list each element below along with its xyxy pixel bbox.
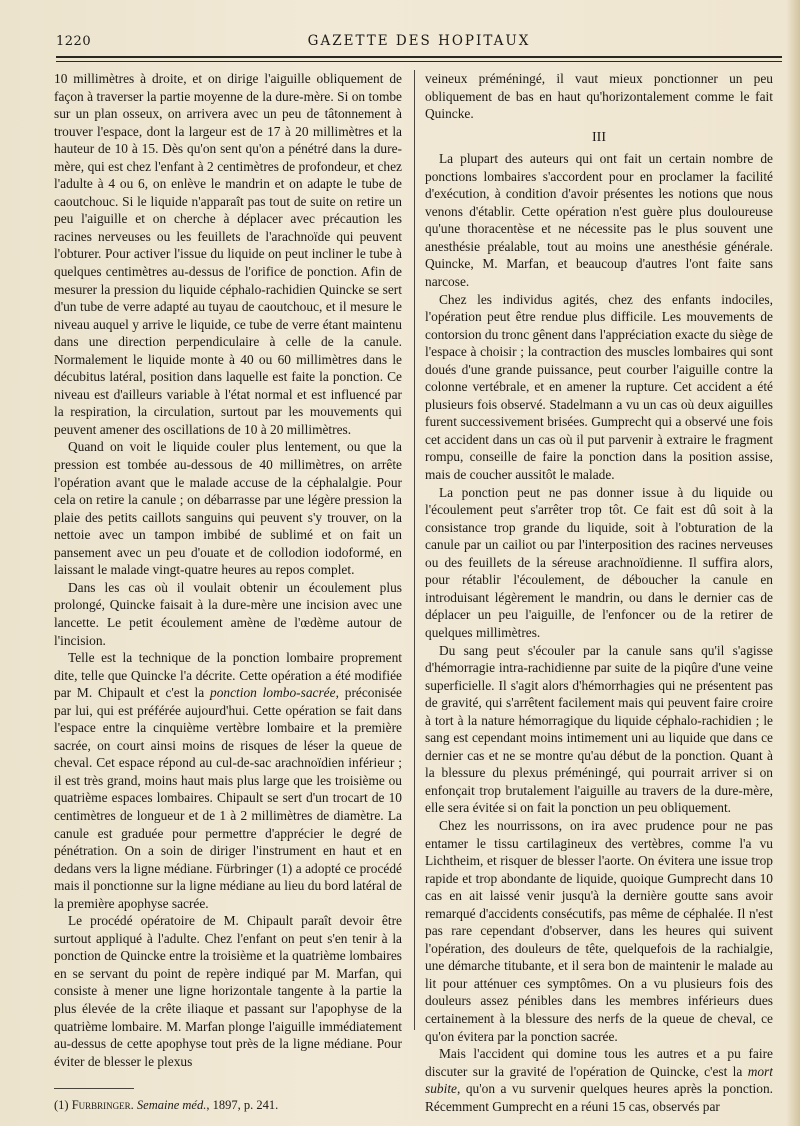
paragraph-text: Telle est la technique de la ponction lombaire proprement dite, telle que Quincke l'a décrite. Cette opération a été modifiée par M. Chipault et c'est la <box>54 650 402 701</box>
footnote-author: Furbringer. <box>71 1098 134 1113</box>
paragraph-text: Mais l'accident qui domine tous les autres et a pu faire discuter sur la gravité de l'opération de Quincke, c'est la <box>425 1046 773 1079</box>
footnote-rest: , 1897, p. 241. <box>206 1098 279 1113</box>
right-column <box>425 70 773 1120</box>
footnote-rule <box>54 1088 134 1089</box>
paragraph: veineux préméningé, il vaut mieux ponctionner un peu obliquement de bas en haut qu'horizontalement comme le fait Quincke. <box>425 71 773 122</box>
paragraph <box>425 1045 773 1115</box>
paragraph: Le procédé opératoire de M. Chipault paraît devoir être surtout appliqué à l'adulte. Chez l'enfant on peut s'en tenir à la ponction de Quincke entre la troisième et la quatrième lombaires en se servant du point de repère indiqué par M. Marfan, qui consiste à mener une ligne horizontale tangente à la partie la plus élevée de la crête iliaque et passant sur l'apophyse de la quatrième lombaire. M. Marfan plonge l'aiguille immédiatement au-dessus de cette apophyse tout près de la ligne médiane. Pour éviter de blesser le plexus <box>54 913 402 1069</box>
footnote-number: (1) <box>54 1098 72 1113</box>
page-edge-stain <box>786 0 800 1126</box>
italic-term: mort subite <box>425 1063 773 1097</box>
paragraph: La ponction peut ne pas donner issue à du liquide ou l'écoulement peut s'arrêter trop tôt. Ce fait est dû soit à la consistance trop grande du liquide, soit à l'obturation de la canule par un cailiot ou par l'interposition des racines nerveuses ou des feuillets de la séreuse arachnoïdienne. Il suffira alors, pour rétablir l'écoulement, de déboucher la canule en introduisant légèrement le mandrin, ou dans le dernier cas de déplacer un peu l'aiguille, de l'enfoncer ou de la retirer de quelques millimètres. <box>425 484 773 640</box>
header-rule <box>56 56 782 62</box>
page-header <box>56 30 782 54</box>
paragraph: Chez les individus agités, chez des enfants indociles, l'opération peut être rendue plus difficile. Les mouvements de contorsion du tronc gênent dans l'appréciation exacte du siège de l'espace à choisir ; la contraction des muscles lombaires qui sont doués d'une grande puissance, peut courber l'aiguille contre la colonne vertébrale, et en amener la rupture. Cet accident a été plusieurs fois observé. Stadelmann a vu un cas où deux aiguilles furent successivement brisées. Gumprecht qui a observé une fois cet accident dans un cas où il put parvenir à extraire le fragment rompu, conseille de faire la ponction dans la position assise, mais de coucher aussitôt le malade. <box>425 291 773 483</box>
paragraph: 10 millimètres à droite, et on dirige l'aiguille obliquement de façon à traverser la partie moyenne de la dure-mère. Si on tombe sur un plan osseux, on arrivera avec un peu de tâtonnement à trouver l'espace, dont la largeur est de 17 à 20 millimètres et la hauteur de 10 à 15. Dès qu'on sent qu'on a pénétré dans la dure-mère, qui est chez l'enfant à 2 centimètres de profondeur, et chez l'adulte à 4 ou 6, on enlève le mandrin et on adapte le tube de caoutchouc. Si le liquide n'apparaît pas tout de suite on retire un peu l'aiguille et on cherche à déplacer avec précaution les racines nerveuses ou les feuillets de l'arachnoïde qui peuvent l'obturer. Pour activer l'issue du liquide on peut incliner le tube à quelques centimètres au-dessus de l'orifice de ponction. Afin de mesurer la pression du liquide céphalo-rachidien Quincke se sert d'un tube de verre adapté au tuyau de caoutchouc, et il mesure le niveau auquel y arrive le liquide, ce tube de verre étant maintenu dans une direction perpendiculaire à celle de la canule. Normalement le liquide monte à 40 ou 60 millimètres dans le décubitus latéral, position dans laquelle est faite la ponction. Ce niveau est d'ailleurs variable à l'état normal et est influencé par la respiration, la circulation, surtout par les mouvements qui peuvent amener des oscillations de 10 à 20 millimètres. <box>54 71 402 437</box>
paragraph: La plupart des auteurs qui ont fait un certain nombre de ponctions lombaires s'accordent pour en proclamer la facilité d'exécution, à condition d'avoir présentes les notions que nous venons d'établir. Cette opération n'est guère plus douloureuse qu'une thoracentèse et ne nécessite pas le plus souvent une anesthésie préalable, tout au moins une anesthésie générale. Quincke, M. Marfan, et beaucoup d'autres l'ont faite sans narcose. <box>425 151 773 290</box>
paragraph-text: , préconisée par lui, qui est préférée aujourd'hui. Cette opération se fait dans l'espace entre la cinquième vertèbre lombaire et la première sacrée, on court ainsi moins de risques de léser la queue de cheval. Cet espace répond au cul-de-sac arachnoïdien inférieur ; il est très grand, moins haut mais plus large que les troisième ou quatrième espaces lombaires. Chipault se sert d'un trocart de 10 centimètres de longueur et de 1 à 2 millimètres de diamètre. La canule est graduée pour permettre d'apprécier le degré de pénétration. On a soin de diriger l'instrument en haut et en dedans vers la ligne médiane. Fürbringer (1) a adopté ce procédé mais il ponctionne sur la ligne médiane au lieu du bord latéral de la première apophyse sacrée. <box>54 685 402 911</box>
journal-title: GAZETTE DES HOPITAUX <box>307 33 531 49</box>
paragraph: Chez les nourrissons, on ira avec prudence pour ne pas entamer le tissu cartilagineux des vertèbres, comme l'a vu Lichtheim, et risquer de blesser l'aorte. On évitera une issue trop rapide et trop abondante de liquide, quoique Gumprecht dans 10 cas en ait laissé venir jusqu'à la dernière goutte sans avoir remarqué d'accidents consécutifs, pas même de céphalée. Il n'est pas rare cependant d'observer, dans les heures qui suivent l'opération, des douleurs de tête, quelquefois de la rachialgie, une démarche titubante, et il sera bon de maintenir le malade au lit pour atténuer ces symptômes. On a vu plusieurs fois des douleurs assez pénibles dans les membres inférieurs dues certainement à la blessure des nerfs de la queue de cheval, ce qu'on évitera par la ponction sacrée. <box>425 817 773 1044</box>
page-number: 1220 <box>56 34 92 49</box>
paragraph: Quand on voit le liquide couler plus lentement, ou que la pression est tombée au-dessous de 40 millimètres, on arrête l'opération avant que le malade accuse de la céphalalgie. Pour cela on retire la canule ; on débarrasse par une légère pression la plaie des petits caillots sanguins qui peuvent s'y trouver, on la nettoie avec un tampon imbibé de sublimé et on fait un pansement avec un peu d'ouate et de collodion iodoformé, en laissant le malade vingt-quatre heures au repos complet. <box>54 439 402 578</box>
left-column <box>54 70 402 1120</box>
paragraph-text: , qu'on a vu survenir quelques heures après la ponction. Récemment Gumprecht en a réuni 15 cas, observés par <box>425 1081 773 1114</box>
footnote-source: Semaine méd. <box>136 1098 207 1113</box>
paragraph: Du sang peut s'écouler par la canule sans qu'il s'agisse d'hémorragie intra-rachidienne par suite de la piqûre d'une veine superficielle. Il s'agit alors d'hémorrhagies qui ne présentent pas de gravité, qui s'arrêtent facilement mais qui peuvent faire croire à tort à la nature hémorragique du liquide céphalo-rachidien ; le sang est cependant moins intimement uni au liquide que dans ce dernier cas et ne se montre qu'au début de la ponction. Quant à la blessure du plexus préméningé, qui pourrait arriver si on enfonçait trop brutalement l'aiguille au travers de la dure-mère, elle sera évitée si on fait la ponction un peu obliquement. <box>425 642 773 816</box>
paragraph: Dans les cas où il voulait obtenir un écoulement plus prolongé, Quincke faisait à la dure-mère une incision avec une lancette. Le petit écoulement amène de l'œdème autour de l'incision. <box>54 579 402 648</box>
italic-term: ponction lombo-sacrée <box>210 685 336 701</box>
column-divider <box>414 70 415 1030</box>
paragraph <box>54 649 402 912</box>
footnote <box>54 1097 402 1115</box>
section-heading: III <box>592 129 606 145</box>
